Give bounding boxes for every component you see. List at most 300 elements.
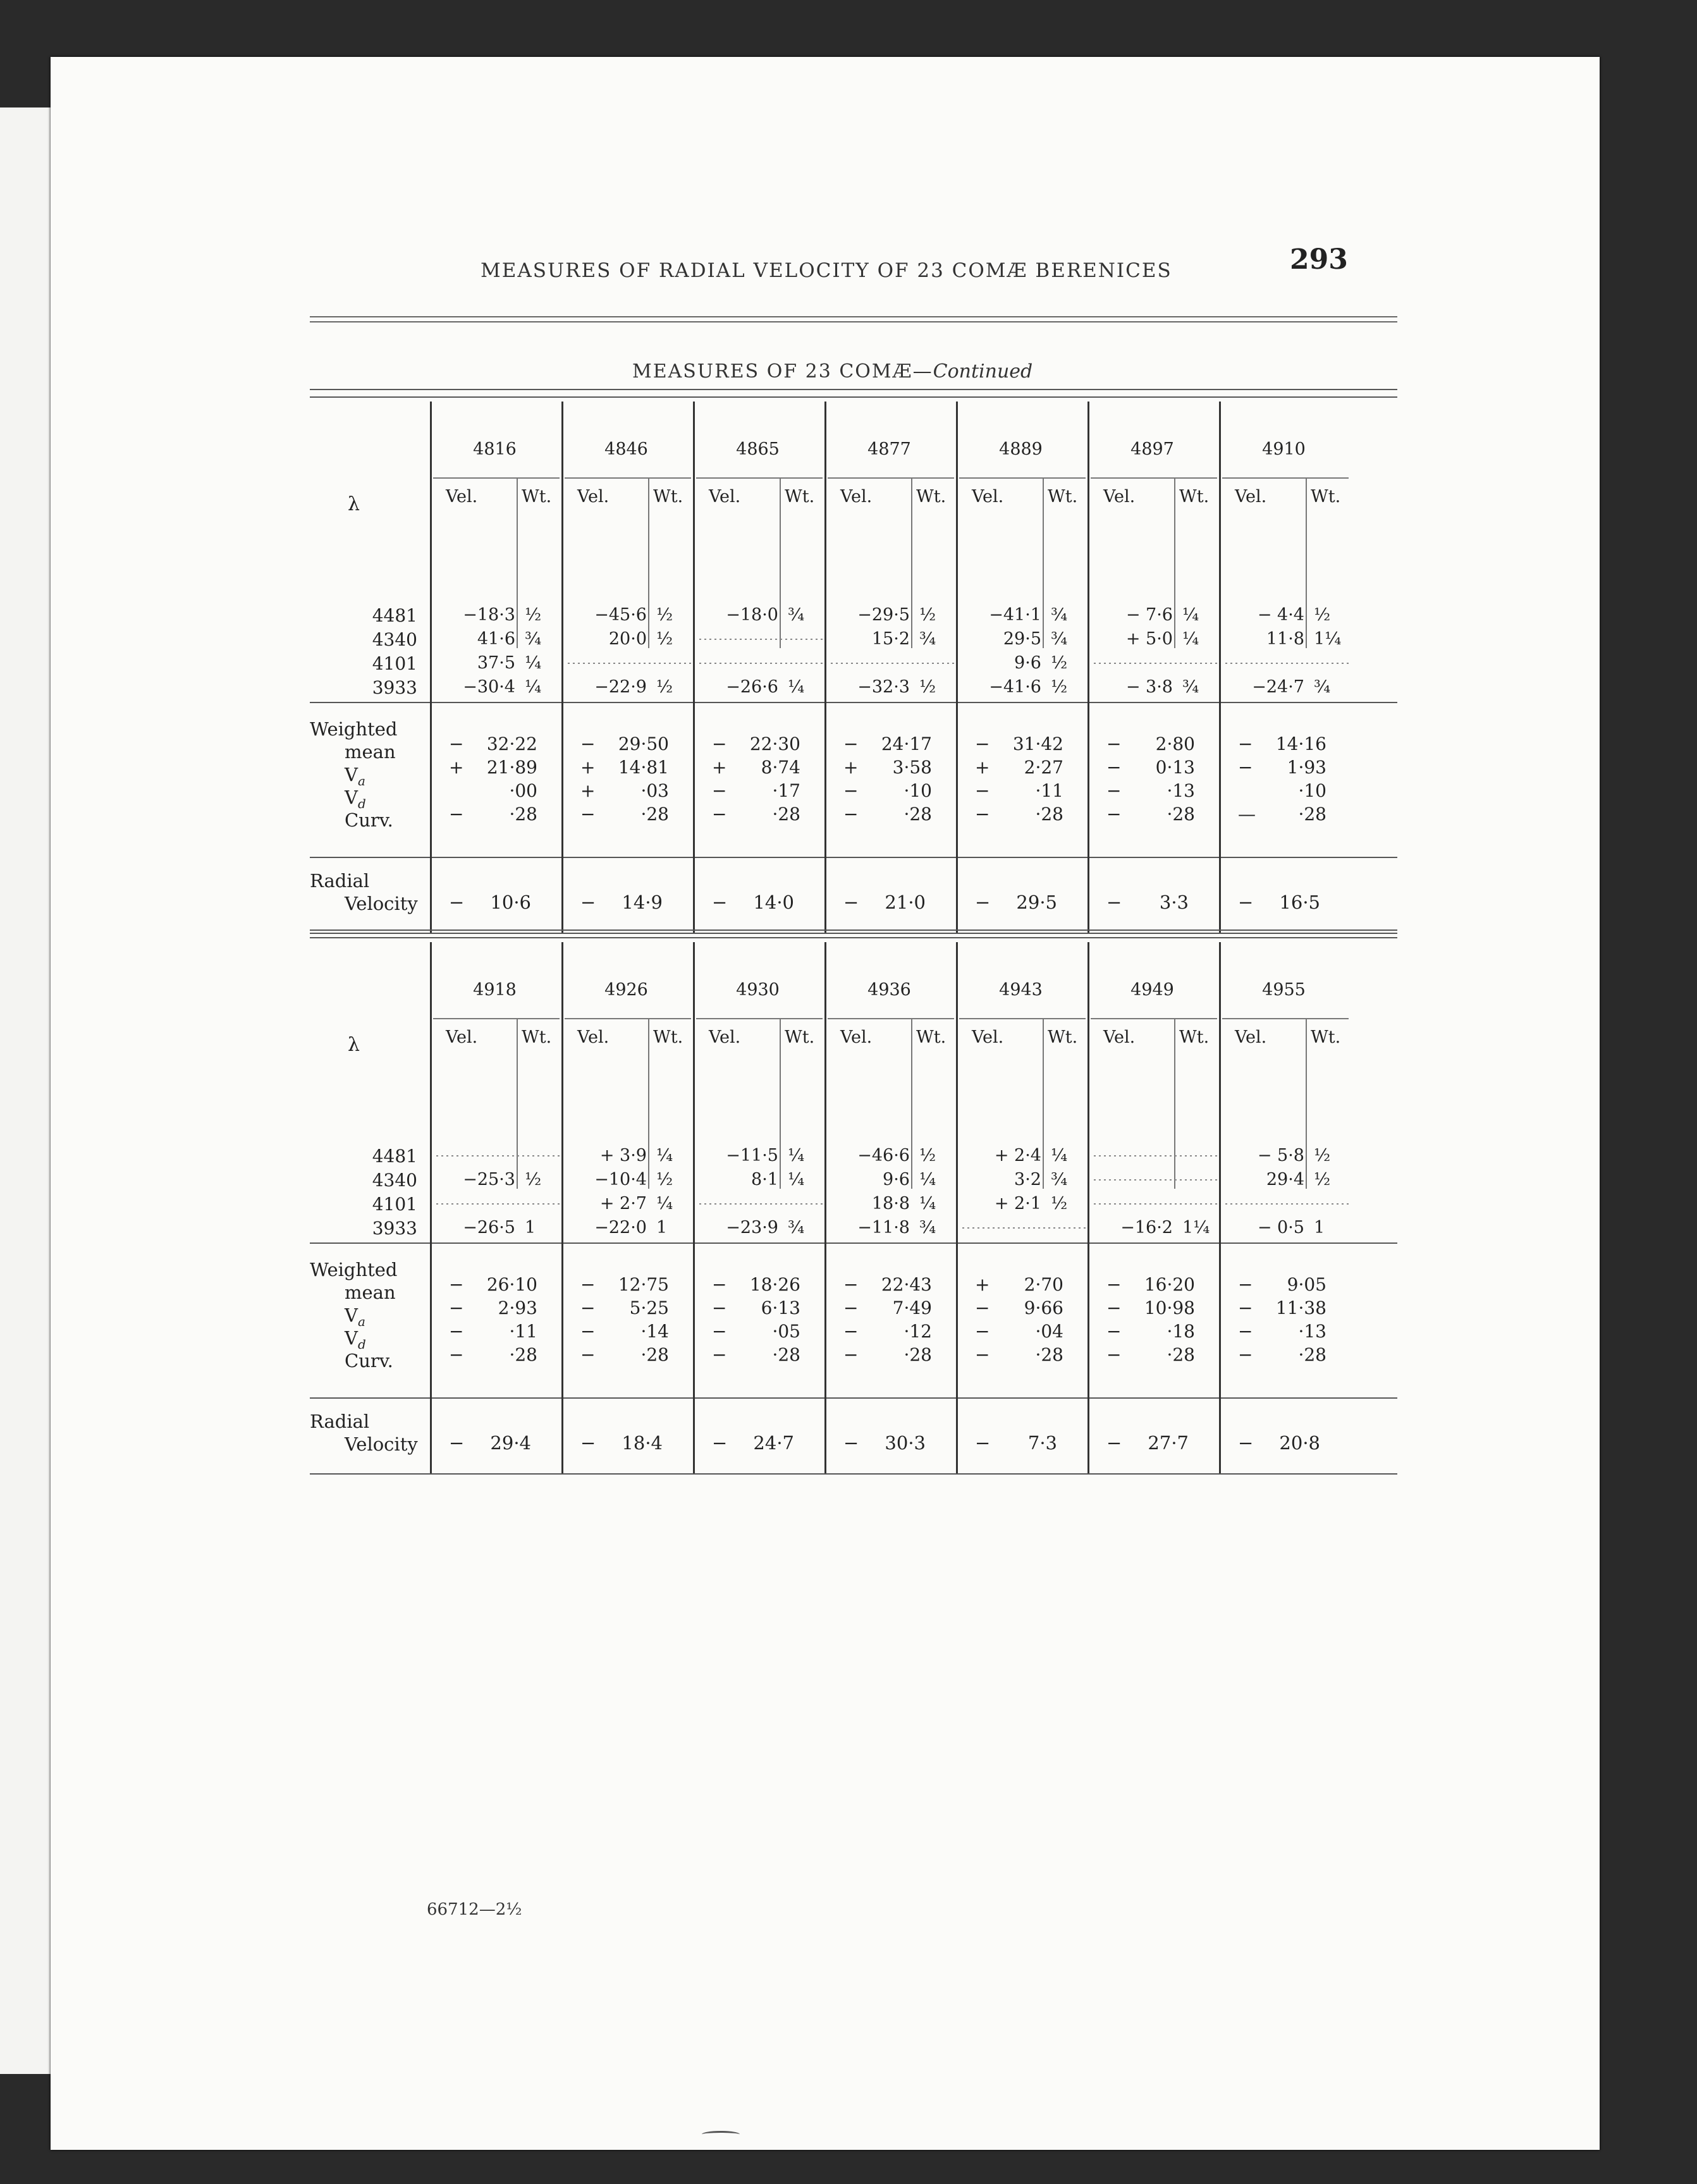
weight-value: ¾ (919, 1218, 936, 1237)
velocity-value: + 5·0 (1125, 629, 1173, 649)
measure-row (1094, 1167, 1217, 1191)
stat-row (843, 1298, 951, 1321)
lambda-value: 4101 (372, 1194, 417, 1215)
stat-sign: + (975, 757, 990, 778)
weight-value: ¼ (788, 677, 805, 697)
measure-rows (699, 603, 823, 699)
weight-value: ½ (919, 677, 936, 697)
velocity-value: 20·0 (608, 629, 647, 649)
measure-row (1094, 675, 1217, 699)
stat-sign: − (580, 1321, 596, 1342)
measure-row (568, 1215, 691, 1239)
column-divider (693, 942, 695, 1473)
subheader-rule (959, 477, 1086, 479)
subheader-rule (696, 1018, 823, 1019)
stat-value: 2·93 (498, 1298, 537, 1318)
measure-row (962, 603, 1086, 627)
measure-row (831, 1215, 954, 1239)
measure-row (436, 1215, 560, 1239)
stat-row (712, 1321, 819, 1344)
measure-row (831, 1143, 954, 1167)
subheader-rule (565, 1018, 691, 1019)
stat-row (1238, 1274, 1345, 1298)
measure-row (962, 1191, 1086, 1215)
lambda-value: 4481 (372, 1146, 417, 1167)
stat-row (449, 780, 556, 804)
stat-sign: − (712, 1321, 727, 1342)
subheader-rule (433, 477, 560, 479)
stat-sign: − (1238, 1274, 1253, 1295)
stat-sign: − (449, 1298, 464, 1318)
velocity-value: 29·4 (1266, 1170, 1304, 1189)
stat-row (1106, 1298, 1214, 1321)
velocity-value: −11·8 (857, 1218, 910, 1237)
vel-header: Vel. (972, 487, 1004, 506)
measure-row (1094, 651, 1217, 675)
stat-row (712, 780, 819, 804)
stat-value: 2·27 (1024, 757, 1063, 778)
velocity-value: −46·6 (857, 1146, 910, 1165)
column-divider (956, 942, 958, 1473)
wavelength-column (956, 942, 1086, 1473)
rv-sign: − (843, 892, 859, 913)
stat-value: ·28 (904, 1344, 932, 1365)
velocity-value: −41·1 (989, 605, 1041, 625)
stat-row (1106, 804, 1214, 827)
stat-sign: − (1238, 733, 1253, 754)
column-divider (824, 402, 826, 933)
vel-header: Vel. (972, 1028, 1004, 1047)
weight-value: ½ (1314, 605, 1331, 625)
stat-sign: − (1106, 757, 1122, 778)
weight-value: 1 (525, 1218, 536, 1237)
row-label-vd: $V_d$ (345, 1327, 366, 1352)
row-label-curv: Curv. (345, 1350, 393, 1371)
measure-row (699, 1167, 823, 1191)
stat-row (975, 1298, 1082, 1321)
lambda-value: 4340 (372, 629, 417, 650)
stat-value: ·10 (1298, 780, 1326, 801)
wavelength-column (430, 402, 560, 933)
stat-value: 18·26 (749, 1274, 800, 1295)
stat-row (449, 733, 556, 757)
rv-sign: − (580, 892, 596, 913)
rv-sign: − (580, 1432, 596, 1454)
reduction-values (712, 1274, 819, 1368)
subheader-rule (1091, 477, 1217, 479)
measure-row (1094, 1143, 1217, 1167)
measure-rows (436, 1143, 560, 1239)
rv-sign: − (1106, 1432, 1122, 1454)
weight-value: ¼ (1051, 1146, 1068, 1165)
footer-code: 66712—2½ (427, 1900, 522, 1919)
stat-sign: — (1238, 804, 1256, 825)
stat-row (843, 1344, 951, 1368)
stat-value: ·14 (640, 1321, 669, 1342)
reduction-values (1106, 1274, 1214, 1368)
stat-value: ·10 (904, 780, 932, 801)
column-divider (1087, 942, 1089, 1473)
stat-value: ·28 (1298, 1344, 1326, 1365)
stat-sign: + (449, 757, 464, 778)
stat-value: 2·70 (1024, 1274, 1063, 1295)
stat-sign: − (843, 780, 859, 801)
column-divider (956, 402, 958, 933)
velocity-value: 8·1 (751, 1170, 778, 1189)
row-label-weighted: Weighted (310, 718, 398, 740)
weight-value: ½ (656, 677, 673, 697)
stat-row (1106, 1321, 1214, 1344)
wavelength-column (693, 942, 823, 1473)
stat-row (712, 804, 819, 827)
reduction-values (843, 1274, 951, 1368)
stat-value: 2·80 (1155, 733, 1195, 754)
header-rule (310, 321, 1397, 322)
measure-row (436, 1191, 560, 1215)
stat-sign: − (1238, 1298, 1253, 1318)
stat-value: ·04 (1035, 1321, 1063, 1342)
stat-row (1238, 804, 1345, 827)
stat-row (580, 733, 688, 757)
page-number: 293 (1290, 243, 1348, 276)
column-divider (1087, 402, 1089, 933)
stat-row (843, 733, 951, 757)
weight-value: ¾ (1051, 629, 1068, 649)
lambda-value: 3933 (372, 677, 417, 698)
measure-row (1094, 627, 1217, 651)
measure-row (962, 1143, 1086, 1167)
wt-header: Wt. (916, 1028, 947, 1047)
vel-header: Vel. (1103, 1028, 1136, 1047)
stat-value: 24·17 (881, 733, 932, 754)
stat-sign: − (712, 733, 727, 754)
lambda-value: 4481 (372, 605, 417, 626)
lambda-value: 3933 (372, 1218, 417, 1239)
radial-velocity (580, 892, 688, 913)
wavelength-header: 4877 (867, 439, 911, 459)
rv-value: 27·7 (1148, 1432, 1189, 1454)
measure-row (1094, 1191, 1217, 1215)
weight-value: 1¼ (1182, 1218, 1210, 1237)
document-page (51, 57, 1600, 2150)
stat-sign: − (975, 1321, 990, 1342)
subheader-rule (1222, 477, 1349, 479)
ink-smudge (702, 2131, 740, 2138)
wavelength-column (1219, 402, 1349, 933)
measure-row (568, 1143, 691, 1167)
wavelength-column (561, 942, 691, 1473)
stat-value: ·17 (772, 780, 800, 801)
velocity-value: 29·5 (1003, 629, 1041, 649)
velocity-value: −32·3 (857, 677, 910, 697)
measure-row (699, 675, 823, 699)
measure-row (436, 675, 560, 699)
measure-rows (699, 1143, 823, 1239)
reduction-values (1106, 733, 1214, 827)
velocity-value: 15·2 (871, 629, 910, 649)
velocity-value: − 4·4 (1257, 605, 1304, 625)
stat-value: ·28 (1035, 1344, 1063, 1365)
rv-value: 24·7 (753, 1432, 794, 1454)
wt-header: Wt. (653, 1028, 683, 1047)
measure-rows (1225, 603, 1349, 699)
stat-row (1106, 1344, 1214, 1368)
velocity-value: −25·3 (463, 1170, 515, 1189)
stat-value: 14·16 (1275, 733, 1326, 754)
stat-value: ·28 (509, 1344, 537, 1365)
facing-page-edge (0, 107, 52, 2074)
wt-header: Wt. (1179, 487, 1210, 506)
stat-value: 32·22 (486, 733, 537, 754)
rv-sign: − (712, 1432, 728, 1454)
measure-row (1225, 651, 1349, 675)
velocity-value: −22·0 (594, 1218, 647, 1237)
measure-row (699, 1191, 823, 1215)
wavelength-column (824, 402, 954, 933)
wavelength-header: 4930 (736, 980, 780, 1000)
column-divider (1219, 942, 1221, 1473)
measure-row (436, 1143, 560, 1167)
stat-row (449, 804, 556, 827)
subheader-rule (696, 477, 823, 479)
measure-row (1225, 1167, 1349, 1191)
radial-velocity (843, 892, 951, 913)
stat-sign: − (975, 804, 990, 825)
measure-row (436, 603, 560, 627)
stat-sign: − (1106, 1274, 1122, 1295)
stat-value: ·13 (1167, 780, 1195, 801)
lambda-values (348, 1144, 417, 1241)
subheader-rule (1222, 1018, 1349, 1019)
vel-header: Vel. (709, 487, 741, 506)
stat-value: 31·42 (1012, 733, 1063, 754)
measure-row (962, 1215, 1086, 1239)
stat-row (580, 1274, 688, 1298)
stat-row (712, 1298, 819, 1321)
rv-value: 10·6 (490, 892, 531, 913)
stat-sign: − (580, 804, 596, 825)
wavelength-header: 4936 (867, 980, 911, 1000)
measure-row (831, 1167, 954, 1191)
velocity-value: −24·7 (1252, 677, 1304, 697)
measure-rows (436, 603, 560, 699)
stat-sign: − (449, 804, 464, 825)
stat-row (1106, 733, 1214, 757)
stat-value: 7·49 (892, 1298, 932, 1318)
wt-header: Wt. (785, 487, 815, 506)
column-divider (693, 402, 695, 933)
row-label-mean: mean (345, 741, 396, 763)
measure-rows (1094, 603, 1217, 699)
wavelength-header: 4816 (473, 439, 517, 459)
stat-value: ·28 (1167, 804, 1195, 825)
measure-row (436, 1167, 560, 1191)
vel-header: Vel. (446, 487, 478, 506)
weight-value: ¾ (919, 629, 936, 649)
stat-sign: − (580, 733, 596, 754)
stat-row (843, 780, 951, 804)
weight-value: ½ (656, 1170, 673, 1189)
rv-value: 29·4 (490, 1432, 531, 1454)
velocity-value: −41·6 (989, 677, 1041, 697)
wt-header: Wt. (522, 487, 552, 506)
vel-header: Vel. (446, 1028, 478, 1047)
weight-value: ¼ (1182, 629, 1199, 649)
stat-value: ·28 (509, 804, 537, 825)
wt-header: Wt. (1048, 1028, 1078, 1047)
stat-row (1106, 780, 1214, 804)
weight-value: ½ (656, 605, 673, 625)
measure-row (1225, 1191, 1349, 1215)
measure-row (699, 627, 823, 651)
vel-header: Vel. (709, 1028, 741, 1047)
stat-row (975, 1274, 1082, 1298)
measure-row (568, 675, 691, 699)
stat-value: 9·05 (1287, 1274, 1326, 1295)
stat-value: ·12 (904, 1321, 932, 1342)
stat-sign: − (843, 733, 859, 754)
row-label-curv: Curv. (345, 809, 393, 831)
weight-value: ¼ (656, 1194, 673, 1213)
row-label-va: $V_a$ (345, 764, 365, 788)
rv-sign: − (975, 1432, 991, 1454)
stat-sign: + (843, 757, 859, 778)
radial-velocity (1238, 1432, 1345, 1454)
weight-value: ¾ (525, 629, 542, 649)
stat-row (449, 757, 556, 780)
stat-sign: − (975, 1344, 990, 1365)
column-divider (824, 942, 826, 1473)
wavelength-column (430, 942, 560, 1473)
stat-sign: − (1106, 804, 1122, 825)
stat-row (843, 1274, 951, 1298)
subheader-rule (1091, 1018, 1217, 1019)
rv-value: 14·0 (753, 892, 794, 913)
rv-value: 20·8 (1279, 1432, 1320, 1454)
reduction-values (712, 733, 819, 827)
stat-row (975, 733, 1082, 757)
stat-value: ·11 (509, 1321, 537, 1342)
wavelength-column (1087, 402, 1217, 933)
velocity-value: −45·6 (594, 605, 647, 625)
radial-velocity (712, 1432, 819, 1454)
rv-value: 14·9 (622, 892, 663, 913)
vel-header: Vel. (1235, 1028, 1267, 1047)
stat-row (712, 1274, 819, 1298)
stat-value: ·13 (1298, 1321, 1326, 1342)
lambda-value: 4101 (372, 653, 417, 674)
stat-sign: − (843, 1274, 859, 1295)
weight-value: ¼ (656, 1146, 673, 1165)
measure-row (699, 603, 823, 627)
row-label-weighted: Weighted (310, 1259, 398, 1280)
reduction-values (449, 733, 556, 827)
weight-value: ½ (919, 605, 936, 625)
stat-value: 21·89 (486, 757, 537, 778)
row-label-radial: Radial (310, 870, 370, 892)
velocity-value: −22·9 (594, 677, 647, 697)
stat-row (580, 1344, 688, 1368)
measure-row (1225, 603, 1349, 627)
measure-row (699, 1215, 823, 1239)
measure-row (831, 603, 954, 627)
velocity-value: −10·4 (594, 1170, 647, 1189)
stat-row (975, 780, 1082, 804)
row-label-velocity: Velocity (345, 893, 418, 914)
weight-value: ¾ (1314, 677, 1331, 697)
velocity-value: 3·2 (1014, 1170, 1041, 1189)
velocity-value: −18·3 (463, 605, 515, 625)
weight-value: ¾ (788, 605, 805, 625)
stat-sign: − (1238, 757, 1253, 778)
velocity-value: −16·2 (1120, 1218, 1173, 1237)
stat-row (843, 1321, 951, 1344)
rv-value: 30·3 (885, 1432, 926, 1454)
vel-header: Vel. (840, 1028, 873, 1047)
stat-sign: − (1106, 1321, 1122, 1342)
weight-value: ½ (525, 1170, 542, 1189)
rv-sign: − (975, 892, 991, 913)
measure-row (699, 1143, 823, 1167)
velocity-value: 18·8 (871, 1194, 910, 1213)
stat-value: 10·98 (1144, 1298, 1195, 1318)
vel-header: Vel. (1103, 487, 1136, 506)
velocity-value: 9·6 (883, 1170, 910, 1189)
measure-row (568, 651, 691, 675)
measure-row (962, 651, 1086, 675)
stat-value: 6·13 (761, 1298, 800, 1318)
vel-header: Vel. (840, 487, 873, 506)
rv-sign: − (1106, 892, 1122, 913)
vel-header: Vel. (577, 487, 610, 506)
stat-sign: − (712, 1274, 727, 1295)
stat-sign: − (712, 1298, 727, 1318)
stat-value: ·28 (1167, 1344, 1195, 1365)
lambda-header: λ (348, 1034, 360, 1056)
stat-row (1238, 757, 1345, 780)
stat-row (712, 757, 819, 780)
radial-velocity (975, 892, 1082, 913)
stat-value: ·28 (772, 804, 800, 825)
radial-velocity (1106, 1432, 1214, 1454)
stat-value: ·18 (1167, 1321, 1195, 1342)
stat-sign: + (580, 757, 596, 778)
stat-row (975, 804, 1082, 827)
weight-value: ½ (919, 1146, 936, 1165)
rv-sign: − (1238, 892, 1254, 913)
stat-sign: − (843, 1344, 859, 1365)
stat-sign: + (580, 780, 596, 801)
measure-row (1094, 603, 1217, 627)
measure-row (568, 603, 691, 627)
velocity-value: −18·0 (726, 605, 778, 625)
stat-sign: − (1238, 1321, 1253, 1342)
stat-row (712, 1344, 819, 1368)
stat-row (843, 757, 951, 780)
running-head: MEASURES OF RADIAL VELOCITY OF 23 COMÆ BERENICES (481, 259, 1172, 282)
reduction-values (843, 733, 951, 827)
stat-value: ·28 (772, 1344, 800, 1365)
stat-row (449, 1298, 556, 1321)
reduction-values (1238, 733, 1345, 827)
column-divider (1219, 402, 1221, 933)
radial-velocity (975, 1432, 1082, 1454)
stat-sign: − (975, 733, 990, 754)
measure-row (568, 1191, 691, 1215)
stat-value: ·28 (640, 1344, 669, 1365)
stat-value: ·28 (1298, 804, 1326, 825)
rv-sign: − (712, 892, 728, 913)
